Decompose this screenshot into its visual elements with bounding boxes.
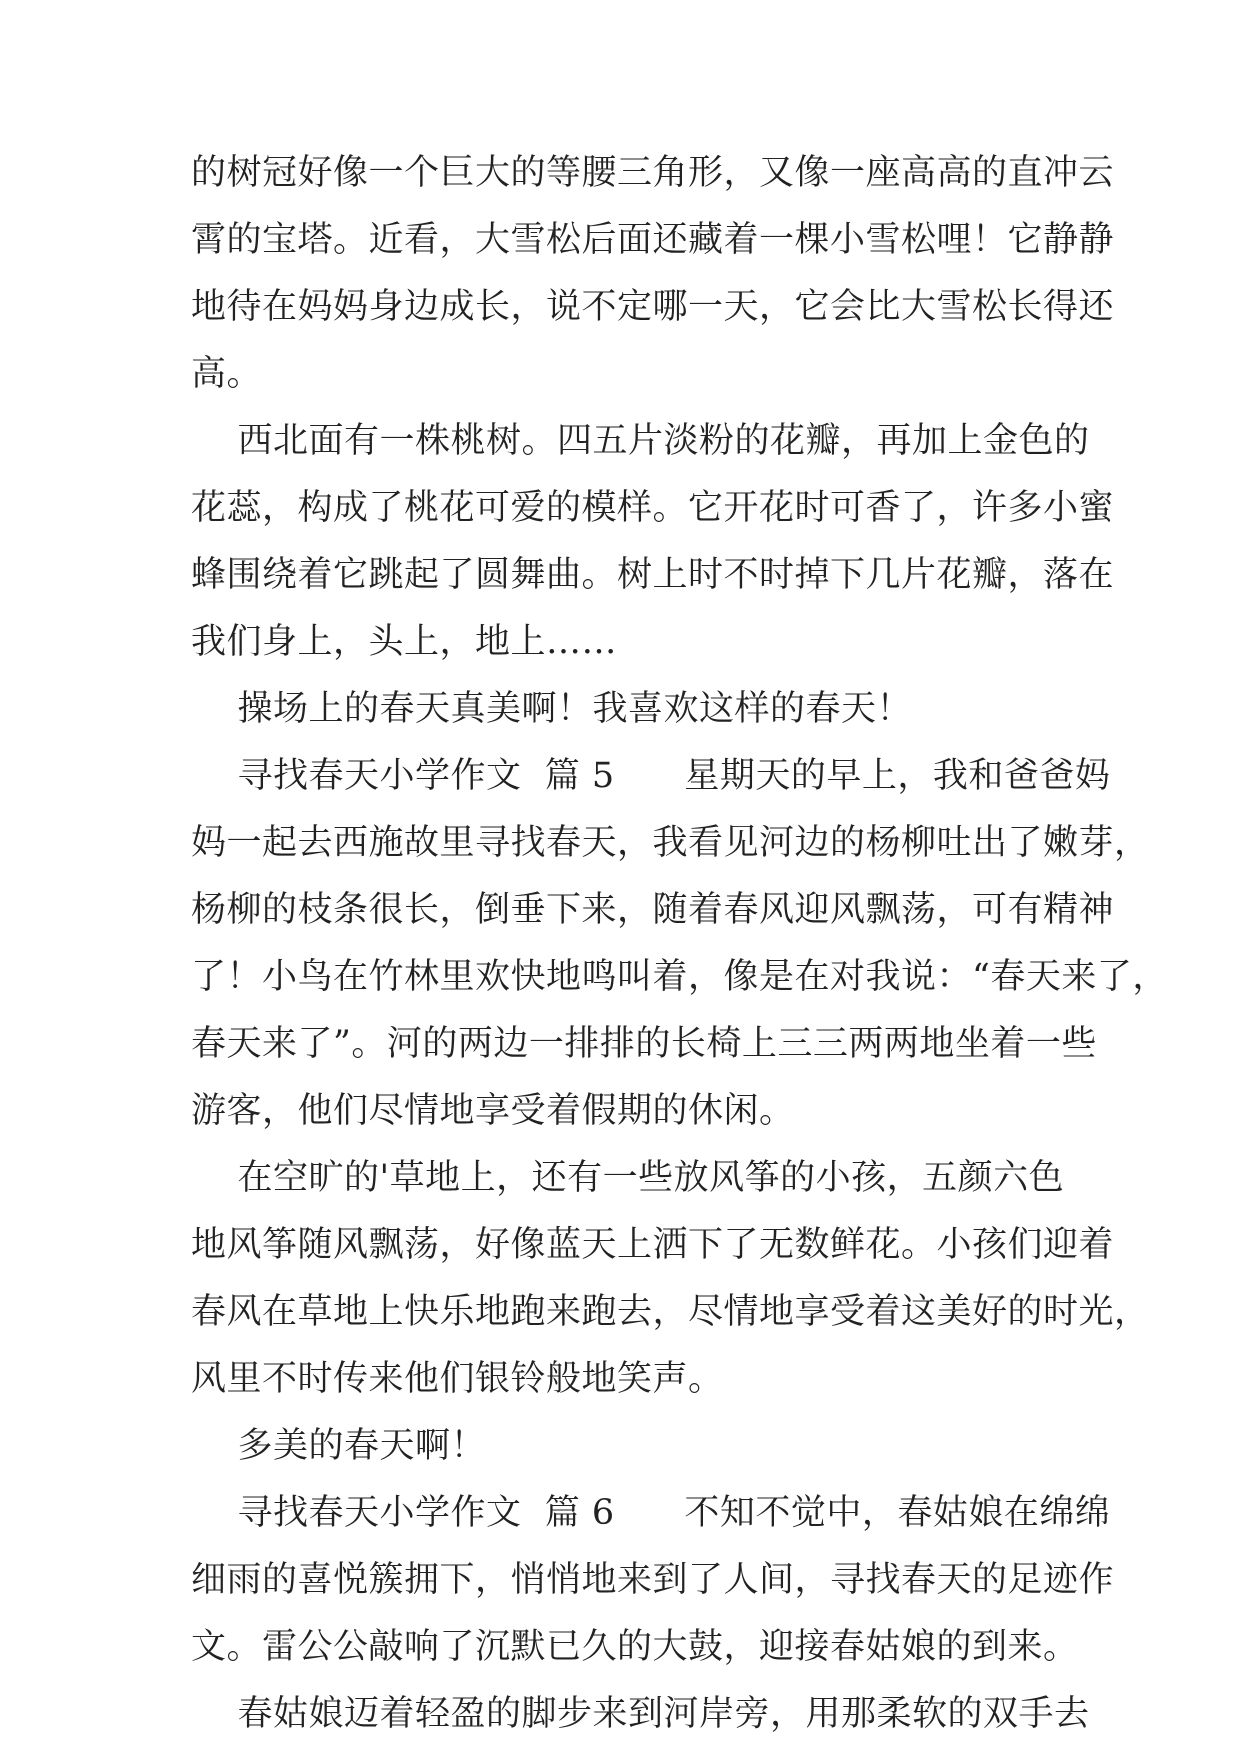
text-line: 地风筝随风飘荡，好像蓝天上洒下了无数鲜花。小孩们迎着 bbox=[191, 1225, 1115, 1265]
text-line: 细雨的喜悦簇拥下，悄悄地来到了人间，寻找春天的足迹作 bbox=[191, 1560, 1115, 1600]
text-line: 春天来了”。河的两边一排排的长椅上三三两两地坐着一些 bbox=[191, 1024, 1097, 1064]
text-line: 蜂围绕着它跳起了圆舞曲。树上时不时掉下几片花瓣，落在 bbox=[191, 555, 1115, 595]
text-line: 杨柳的枝条很长，倒垂下来，随着春风迎风飘荡，可有精神 bbox=[191, 890, 1115, 930]
section-heading-line: 寻找春天小学作文 篇 6 不知不觉中，春姑娘在绵绵 bbox=[191, 1493, 1111, 1533]
text-line: 的树冠好像一个巨大的等腰三角形，又像一座高高的直冲云 bbox=[191, 153, 1115, 193]
text-line: 多美的春天啊！ bbox=[191, 1426, 487, 1466]
text-line: 操场上的春天真美啊！我喜欢这样的春天！ bbox=[191, 689, 913, 729]
text-line: 春风在草地上快乐地跑来跑去，尽情地享受着这美好的时光， bbox=[191, 1292, 1150, 1332]
text-line: 风里不时传来他们银铃般地笑声。 bbox=[191, 1359, 724, 1399]
text-line: 妈一起去西施故里寻找春天，我看见河边的杨柳吐出了嫩芽， bbox=[191, 823, 1150, 863]
text-line: 西北面有一株桃树。四五片淡粉的花瓣，再加上金色的 bbox=[191, 421, 1090, 461]
text-line: 了！小鸟在竹林里欢快地鸣叫着，像是在对我说：“春天来了， bbox=[191, 957, 1168, 997]
text-line: 花蕊，构成了桃花可爱的模样。它开花时可香了，许多小蜜 bbox=[191, 488, 1115, 528]
text-line: 地待在妈妈身边成长，说不定哪一天，它会比大雪松长得还 bbox=[191, 287, 1115, 327]
text-line: 高。 bbox=[191, 354, 263, 394]
text-line: 春姑娘迈着轻盈的脚步来到河岸旁，用那柔软的双手去 bbox=[191, 1694, 1090, 1734]
text-line: 我们身上，头上，地上…… bbox=[191, 622, 618, 662]
text-line: 霄的宝塔。近看，大雪松后面还藏着一棵小雪松哩！它静静 bbox=[191, 220, 1115, 260]
text-line: 文。雷公公敲响了沉默已久的大鼓，迎接春姑娘的到来。 bbox=[191, 1627, 1079, 1667]
section-heading-line: 寻找春天小学作文 篇 5 星期天的早上，我和爸爸妈 bbox=[191, 756, 1111, 796]
text-line: 游客，他们尽情地享受着假期的休闲。 bbox=[191, 1091, 795, 1131]
text-line: 在空旷的'草地上，还有一些放风筝的小孩，五颜六色 bbox=[191, 1158, 1065, 1198]
document-body bbox=[191, 140, 1168, 1748]
